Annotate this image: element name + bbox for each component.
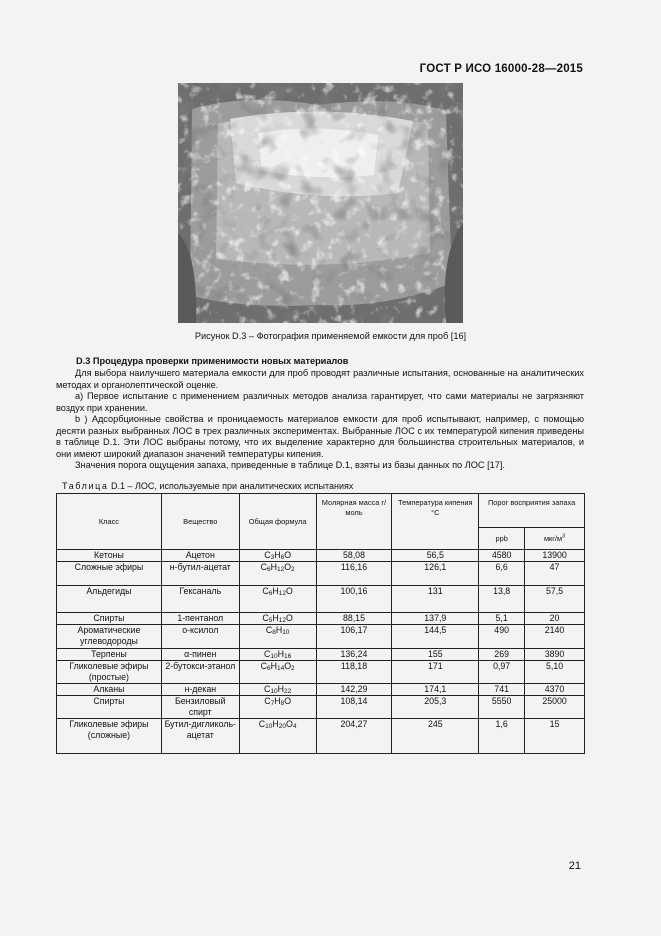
cell-boiling-point: 155: [392, 649, 479, 661]
cell-boiling-point: 205,3: [392, 696, 479, 719]
table-title: Таблица D.1 – ЛОС, используемые при аналитических испытаниях: [62, 481, 354, 491]
table-row: [57, 586, 585, 613]
table-row: [57, 719, 585, 754]
paragraph-4: Значения порога ощущения запаха, приведенные в таблице D.1, взяты из базы данных по ЛОС [17].: [75, 460, 505, 470]
cell-ugm3: 5,10: [525, 661, 585, 684]
cell-class: Спирты: [57, 613, 162, 625]
header-ugm3: мкг/$м^3$: [525, 528, 585, 550]
cell-boiling-point: 56,5: [392, 550, 479, 562]
cell-class: Ароматические углеводороды: [57, 625, 162, 649]
header-odor-threshold: Порог восприятия запаха: [479, 494, 585, 528]
cell-class: Гликолевые эфиры (простые): [57, 661, 162, 684]
header-boiling-point: Температура кипения °С: [392, 494, 479, 550]
paragraph-3: b ) Адсорбционные свойства и проницаемость материалов емкости для проб испытывают, например, с помощью десяти разных выбранных ЛОС в трех различных экспериментах. Выбранные ЛОС с их температурой кипения приведены в таблице D.1. Эти ЛОС выбраны потому, что их выделение характерно для большинства строительных материалов, и они имеют широкий диапазон значений температуры кипения.: [56, 414, 584, 459]
cell-class: Альдегиды: [57, 586, 162, 613]
table-row: [57, 661, 585, 684]
cell-molar-mass: 88,15: [316, 613, 392, 625]
cell-formula: $C_6H_{12}O$: [239, 586, 316, 613]
cell-molar-mass: 118,18: [316, 661, 392, 684]
cell-formula: $C_3H_6O$: [239, 550, 316, 562]
page-number: 21: [568, 860, 581, 872]
cell-ugm3: 15: [525, 719, 585, 754]
cell-substance: 2-бутокси-этанол: [161, 661, 239, 684]
cell-ppb: 741: [479, 684, 525, 696]
cell-boiling-point: 137,9: [392, 613, 479, 625]
header-class: Класс: [57, 494, 162, 550]
cell-substance: н-декан: [161, 684, 239, 696]
table-row: [57, 649, 585, 661]
cell-class: Алканы: [57, 684, 162, 696]
cell-ugm3: 47: [525, 562, 585, 586]
paragraph-1: Для выбора наилучшего материала емкости для проб проводят различные испытания, основанные на аналитических методах и органолептической оценке.: [56, 368, 584, 390]
cell-molar-mass: 142,29: [316, 684, 392, 696]
cell-substance: Гексаналь: [161, 586, 239, 613]
cell-boiling-point: 245: [392, 719, 479, 754]
cell-boiling-point: 171: [392, 661, 479, 684]
table-row: [57, 562, 585, 586]
section-title: D.3 Процедура проверки применимости новых материалов: [76, 356, 349, 366]
cell-molar-mass: 106,17: [316, 625, 392, 649]
cell-substance: Бутил-дигликоль-ацетат: [161, 719, 239, 754]
header-substance: Вещество: [161, 494, 239, 550]
cell-formula: $C_{10}H_{20}O_4$: [239, 719, 316, 754]
cell-ppb: 269: [479, 649, 525, 661]
cell-formula: $C_{10}H_{22}$: [239, 684, 316, 696]
cell-substance: Бензиловый спирт: [161, 696, 239, 719]
cell-substance: о-ксилол: [161, 625, 239, 649]
cell-molar-mass: 100,16: [316, 586, 392, 613]
cell-ugm3: 20: [525, 613, 585, 625]
cell-ppb: 1,6: [479, 719, 525, 754]
cell-ppb: 5550: [479, 696, 525, 719]
cell-molar-mass: 204,27: [316, 719, 392, 754]
cell-class: Сложные эфиры: [57, 562, 162, 586]
header-formula: Общая формула: [239, 494, 316, 550]
header-ppb: ppb: [479, 528, 525, 550]
table-row: [57, 613, 585, 625]
table-row: [57, 550, 585, 562]
cell-molar-mass: 58,08: [316, 550, 392, 562]
cell-substance: α-пинен: [161, 649, 239, 661]
cell-ppb: 490: [479, 625, 525, 649]
cell-substance: Ацетон: [161, 550, 239, 562]
cell-class: Терпены: [57, 649, 162, 661]
cell-ppb: 6,6: [479, 562, 525, 586]
cell-class: Спирты: [57, 696, 162, 719]
cell-formula: $C_8H_{10}$: [239, 625, 316, 649]
cell-formula: $C_6H_{12}O_2$: [239, 562, 316, 586]
cell-class: Гликолевые эфиры (сложные): [57, 719, 162, 754]
cell-ppb: 5,1: [479, 613, 525, 625]
voc-table: [56, 493, 585, 754]
cell-substance: 1-пентанол: [161, 613, 239, 625]
cell-substance: н-бутил-ацетат: [161, 562, 239, 586]
cell-ugm3: 3890: [525, 649, 585, 661]
table-row: [57, 696, 585, 719]
cell-boiling-point: 144,5: [392, 625, 479, 649]
cell-ugm3: 2140: [525, 625, 585, 649]
sample-container-photo: [178, 83, 463, 323]
cell-ugm3: 13900: [525, 550, 585, 562]
cell-boiling-point: 126,1: [392, 562, 479, 586]
cell-ugm3: 25000: [525, 696, 585, 719]
cell-molar-mass: 108,14: [316, 696, 392, 719]
cell-ugm3: 4370: [525, 684, 585, 696]
cell-boiling-point: 131: [392, 586, 479, 613]
header-molar-mass: Молярная масса г/моль: [316, 494, 392, 550]
cell-formula: $C_5H_{12}O$: [239, 613, 316, 625]
figure-caption: Рисунок D.3 – Фотография применяемой емкости для проб [16]: [194, 331, 467, 341]
cell-molar-mass: 116,16: [316, 562, 392, 586]
cell-ppb: 4580: [479, 550, 525, 562]
cell-ppb: 0,97: [479, 661, 525, 684]
cell-ppb: 13,8: [479, 586, 525, 613]
cell-molar-mass: 136,24: [316, 649, 392, 661]
cell-boiling-point: 174,1: [392, 684, 479, 696]
cell-class: Кетоны: [57, 550, 162, 562]
cell-ugm3: 57,5: [525, 586, 585, 613]
document-code: ГОСТ Р ИСО 16000-28—2015: [419, 63, 583, 75]
table-row: [57, 684, 585, 696]
table-row: [57, 625, 585, 649]
cell-formula: $C_{10}H_{16}$: [239, 649, 316, 661]
table-body: [57, 550, 585, 754]
cell-formula: $C_6H_{14}O_2$: [239, 661, 316, 684]
paragraph-2: a) Первое испытание с применением различных методов анализа гарантирует, что сами материалы не загрязняют воздух при хранении.: [56, 391, 584, 413]
cell-formula: $C_7H_8O$: [239, 696, 316, 719]
